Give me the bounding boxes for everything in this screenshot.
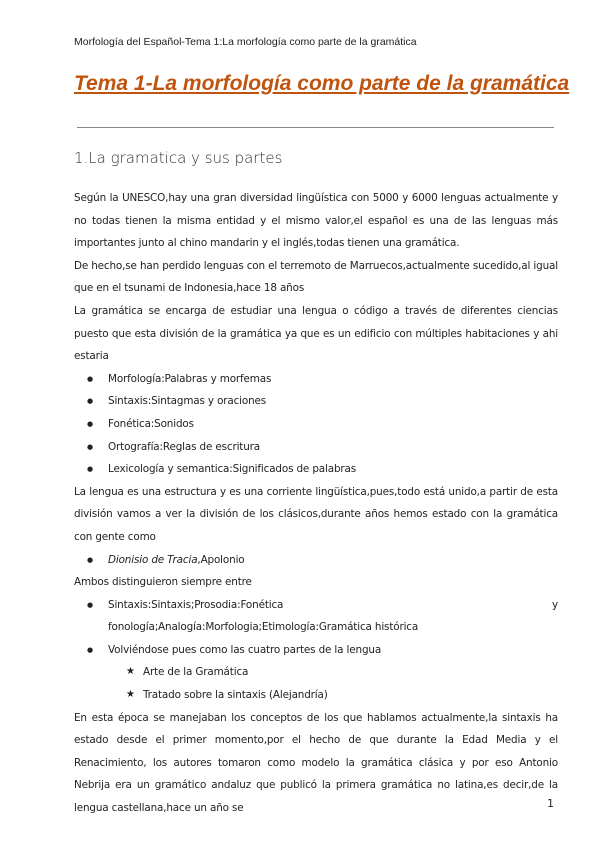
italic-name: Dionisio de Tracia [108, 553, 198, 566]
paragraph: Ambos distinguieron siempre entre [74, 576, 252, 589]
section-heading: 1.La gramatica y sus partes [74, 149, 283, 167]
grammar-parts-list [74, 368, 558, 481]
list-item: ● Ortografía:Reglas de escritura [74, 436, 558, 459]
paragraph: La lengua es una estructura y es una corriente lingüística,pues,todo está unido,a partir de esta división vamos a ver la división de los clásicos,durante años hemos estado con la gramática con gente como [74, 485, 558, 543]
list-item: ★ Arte de la Gramática [74, 661, 558, 684]
paragraph: De hecho,se han perdido lenguas con el terremoto de Marruecos,actualmente sucedido,al igual que en el tsunami de Indonesia,hace 18 años [74, 259, 558, 295]
list-item-rest: ,Apolonio [197, 553, 245, 566]
horizontal-rule [77, 127, 554, 128]
document-title: Tema 1-La morfología como parte de la gramática [74, 72, 570, 95]
list-item: ● Fonética:Sonidos [74, 413, 558, 436]
list-item [74, 549, 558, 572]
page-number: 1 [547, 797, 554, 810]
list-item: ● Sintaxis:Sintagmas y oraciones [74, 390, 558, 413]
document-body [74, 187, 558, 820]
list-item: ★ Tratado sobre la sintaxis (Alejandría) [74, 684, 558, 707]
paragraph: En esta época se manejaban los conceptos de los que hablamos actualmente,la sintaxis ha estado desde el primer momento,por el hecho de que durante la Edad Media y el Renacimiento, los autores tomaron como modelo la gramática clásica y por eso Antonio Nebrija era un gramático andaluz que publicó la primera gramática no latina,es decir,de la lengua castellana,hace un año se [74, 711, 558, 815]
classics-list [74, 549, 558, 572]
page-header: Morfología del Español-Tema 1:La morfología como parte de la gramática [74, 36, 417, 48]
works-list [74, 661, 558, 706]
distinctions-list [74, 594, 558, 662]
paragraph: La gramática se encarga de estudiar una lengua o código a través de diferentes ciencias puesto que esta división de la gramática ya que es un edificio con múltiples habitaciones y ahi estaria [74, 304, 558, 363]
list-item: ● Sintaxis:Sintaxis;Prosodia:Fonética y fonología;Analogía:Morfologia;Etimología:Gramática histórica [74, 594, 558, 639]
list-item: ● Volviéndose pues como las cuatro partes de la lengua [74, 639, 558, 662]
list-item: ● Morfología:Palabras y morfemas [74, 368, 558, 391]
list-item: ● Lexicología y semantica:Significados de palabras [74, 458, 558, 481]
paragraph: Según la UNESCO,hay una gran diversidad lingüística con 5000 y 6000 lenguas actualmente y no todas tienen la misma entidad y el mismo valor,el español es una de las lenguas más importantes junto al chino mandarin y el inglés,todas tienen una gramática. [74, 192, 558, 250]
